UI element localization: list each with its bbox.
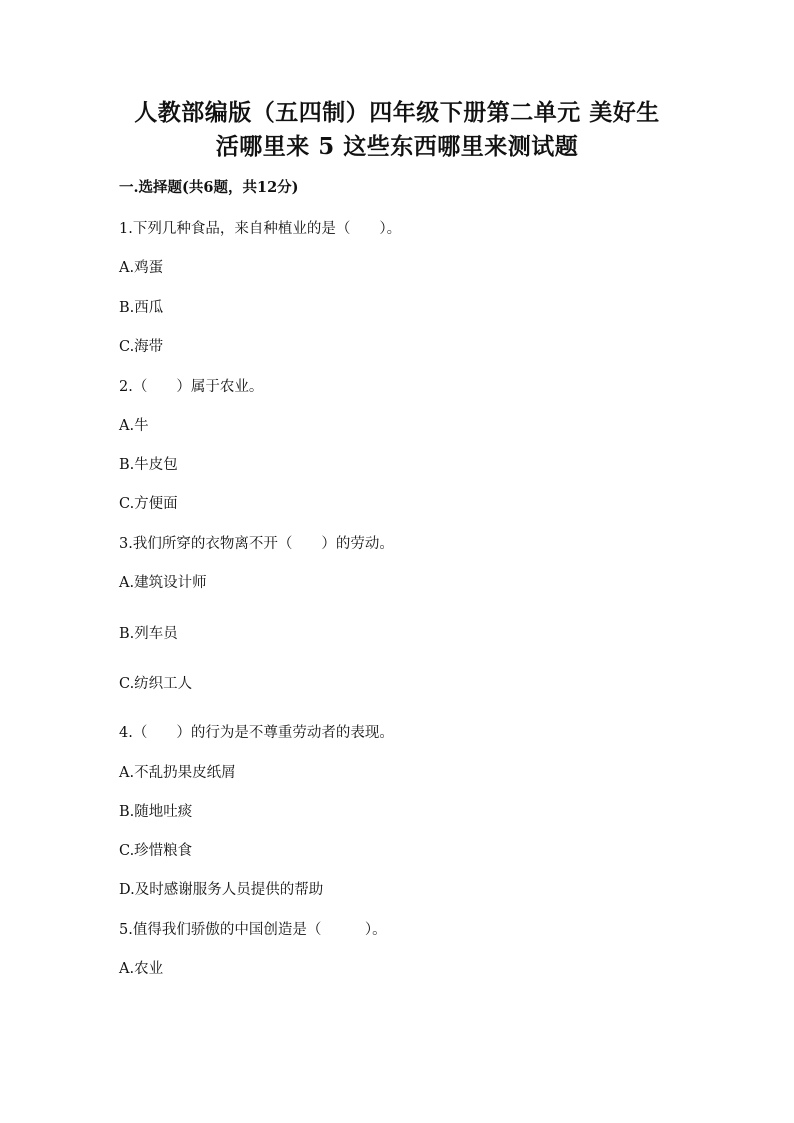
question-2-option-a: A.牛 <box>119 418 149 434</box>
question-1-stem: 1.下列几种食品，来自种植业的是（ ）。 <box>119 221 402 237</box>
question-4-option-c: C.珍惜粮食 <box>119 843 193 859</box>
question-1-option-b: B.西瓜 <box>119 300 164 316</box>
question-4-stem: 4.（ ）的行为是不尊重劳动者的表现。 <box>119 725 394 741</box>
question-5-option-a: A.农业 <box>119 961 164 977</box>
question-2-stem: 2.（ ）属于农业。 <box>119 379 264 395</box>
question-3-option-b: B.列车员 <box>119 626 178 642</box>
question-1-option-a: A.鸡蛋 <box>119 260 164 276</box>
question-3-option-c: C.纺织工人 <box>119 676 193 692</box>
question-3-stem: 3.我们所穿的衣物离不开（ ）的劳动。 <box>119 536 394 552</box>
title-line-1: 人教部编版（五四制）四年级下册第二单元 美好生 <box>134 99 660 126</box>
question-3-option-a: A.建筑设计师 <box>119 575 207 591</box>
title-line-2: 活哪里来 5 这些东西哪里来测试题 <box>215 133 579 160</box>
question-2-option-c: C.方便面 <box>119 496 178 512</box>
question-2-option-b: B.牛皮包 <box>119 457 178 473</box>
section-heading: 一.选择题(共6题，共12分) <box>119 179 299 196</box>
question-1-option-c: C.海带 <box>119 339 164 355</box>
question-5-stem: 5.值得我们骄傲的中国创造是（ ）。 <box>119 922 387 938</box>
question-4-option-a: A.不乱扔果皮纸屑 <box>119 765 236 781</box>
page-title <box>0 96 794 164</box>
question-4-option-b: B.随地吐痰 <box>119 804 193 820</box>
question-4-option-d: D.及时感谢服务人员提供的帮助 <box>119 882 324 898</box>
